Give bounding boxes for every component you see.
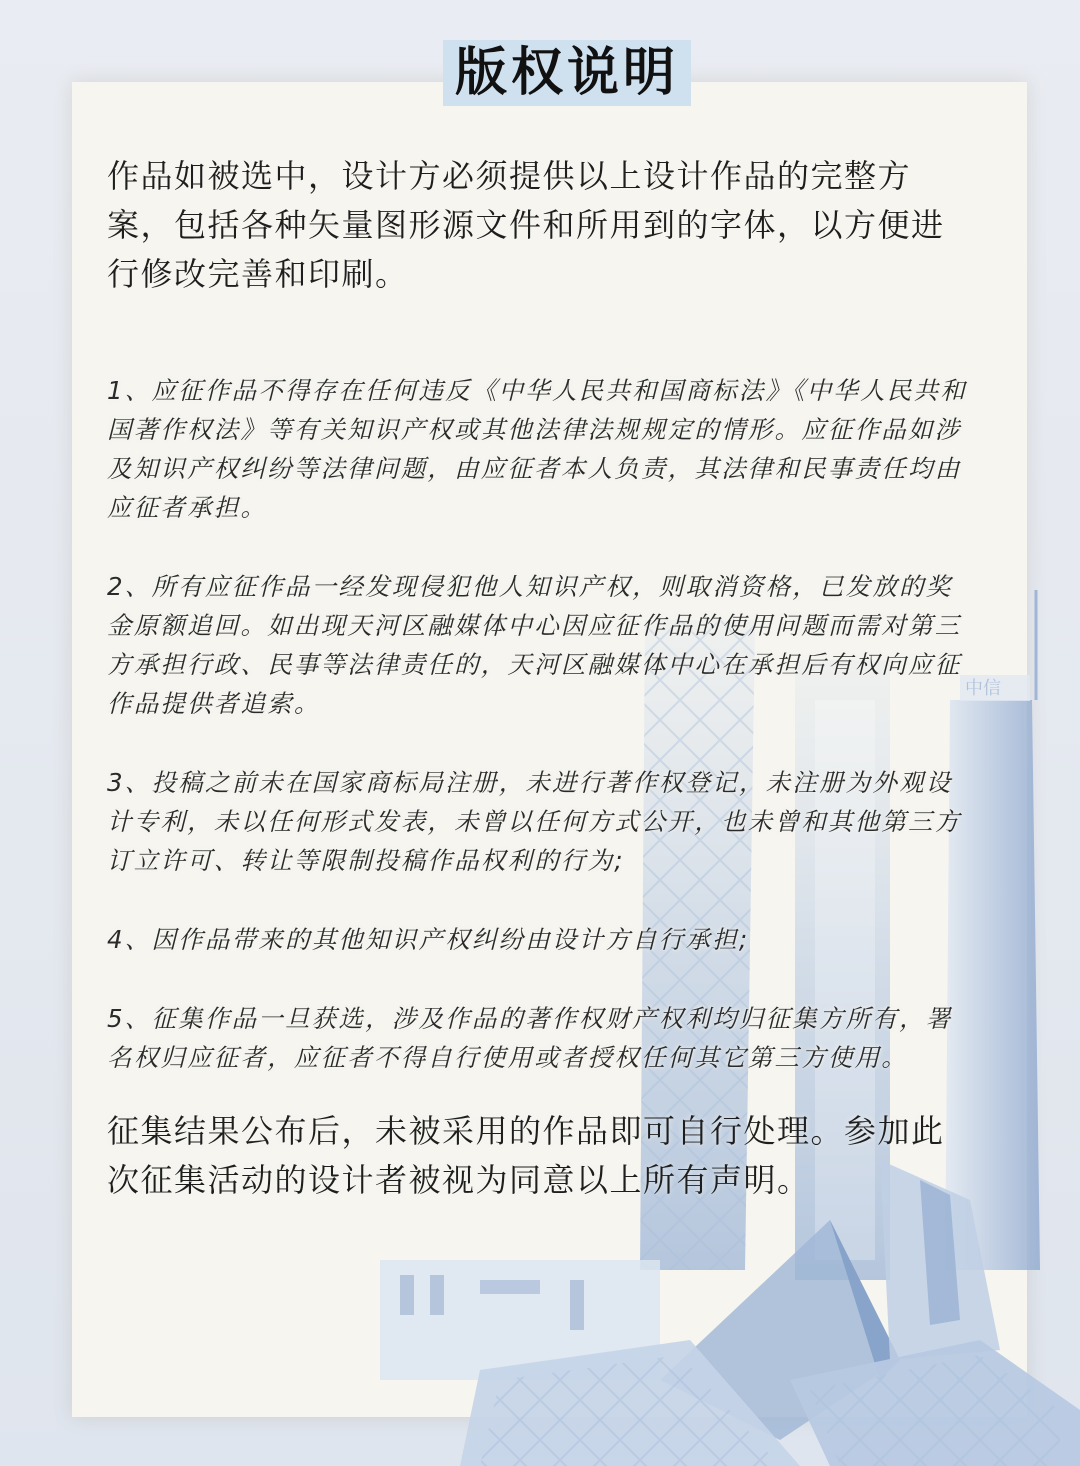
title-banner — [443, 40, 691, 106]
rules-list — [107, 371, 977, 1077]
content — [107, 152, 977, 1205]
rule-item: 5、征集作品一旦获选，涉及作品的著作权财产权利均归征集方所有，署名权归应征者，应征者不得自行使用或者授权任何其它第三方使用。 — [107, 1004, 953, 1072]
intro-paragraph: 作品如被选中，设计方必须提供以上设计作品的完整方案，包括各种矢量图形源文件和所用到的字体，以方便进行修改完善和印刷。 — [107, 157, 945, 293]
rule-item: 2、所有应征作品一经发现侵犯他人知识产权，则取消资格，已发放的奖金原额追回。如出现天河区融媒体中心因应征作品的使用问题而需对第三方承担行政、民事等法律责任的，天河区融媒体中心在承担后有权向应征作品提供者追索。 — [107, 572, 962, 718]
rule-item: 3、投稿之前未在国家商标局注册，未进行著作权登记，未注册为外观设计专利，未以任何形式发表，未曾以任何方式公开，也未曾和其他第三方订立许可、转让等限制投稿作品权利的行为; — [107, 768, 962, 875]
rule-item: 4、因作品带来的其他知识产权纠纷由设计方自行承担; — [107, 925, 750, 954]
rule-item: 1、应征作品不得存在任何违反《中华人民共和国商标法》《中华人民共和国著作权法》等有关知识产权或其他法律法规规定的情形。应征作品如涉及知识产权纠纷等法律问题，由应征者本人负责，其法律和民事责任均由应征者承担。 — [107, 376, 967, 522]
closing-paragraph: 征集结果公布后，未被采用的作品即可自行处理。参加此次征集活动的设计者被视为同意以上所有声明。 — [107, 1112, 945, 1199]
citic-sign-text: 中信 — [965, 678, 1001, 699]
page-title: 版权说明 — [454, 43, 679, 103]
